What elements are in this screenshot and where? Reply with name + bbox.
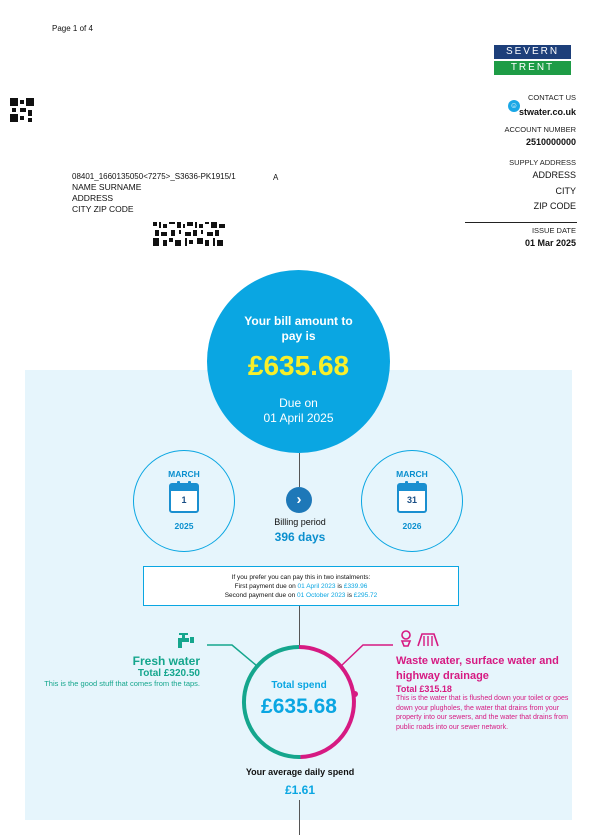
average-daily-amount: £1.61 [284,783,316,797]
recipient-city-zip: CITY ZIP CODE [72,204,134,214]
fresh-water-section [40,654,200,689]
contact-icon: ☺ [509,101,519,110]
start-year: 2025 [174,521,194,531]
mail-marker: A [273,173,279,182]
waste-water-section [396,654,578,732]
average-daily-label: Your average daily spend [245,767,355,777]
website-link[interactable]: stwater.co.uk [518,107,576,117]
fresh-connector [207,645,257,666]
end-month: MARCH [396,469,428,479]
bill-amount: £635.68 [247,350,350,381]
tap-icon [176,633,196,651]
issue-date: 01 Mar 2025 [524,238,576,248]
billing-period-label: Billing period [274,517,326,527]
bill-amount-label: Your bill amount to pay is [244,314,353,343]
issue-date-label: ISSUE DATE [531,226,576,235]
waste-water-total: Total £315.18 [396,684,452,694]
billing-period-days: 396 days [274,530,326,544]
due-label: Due on [279,396,318,410]
first-instalment: First payment due on 01 April 2023 is £339.96 [234,583,368,590]
fresh-water-description: This is the good stuff that comes from the taps. [44,679,200,688]
recipient-name: NAME SURNAME [72,182,142,192]
waste-water-title: Waste water, surface water and highway drainage [396,655,559,682]
waste-connector [341,645,393,666]
page-number: Page 1 of 4 [52,24,93,33]
supply-address-label: SUPPLY ADDRESS [509,158,576,167]
toilet-drain-icon [400,630,440,650]
recipient-street: ADDRESS [72,193,114,203]
fresh-water-title: Fresh water [132,654,200,668]
start-day: 1 [181,495,187,505]
contact-label: CONTACT US [527,93,576,102]
supply-address: ADDRESS [532,170,576,180]
supply-city: CITY [555,186,576,196]
end-year: 2026 [402,521,422,531]
supply-zip: ZIP CODE [533,201,576,211]
fresh-water-total: Total £320.50 [137,668,200,679]
mail-reference: 08401_1660135050<7275>_S3636-PK1915/1 [72,172,236,181]
waste-water-description: This is the water that is flushed down your toilet or goes down your plugholes, the water that drains from your property into our sewers, and the water that drains from public roads into our sewer network. [396,695,569,731]
instalments-intro: If you prefer you can pay this in two instalments: [231,574,371,581]
total-spend-amount: £635.68 [261,695,337,718]
second-instalment: Second payment due on 01 October 2023 is £295.72 [224,592,378,599]
end-day: 31 [406,495,417,505]
chevron-right-icon: › [286,487,312,513]
total-spend-label: Total spend [271,680,327,691]
total-spend [243,680,355,719]
account-number-label: ACCOUNT NUMBER [504,125,576,134]
logo-line-1: SEVERN [494,45,571,59]
logo-line-2: TRENT [494,61,571,75]
account-number: 2510000000 [525,137,576,147]
start-month: MARCH [168,469,200,479]
due-date: 01 April 2025 [263,411,334,425]
